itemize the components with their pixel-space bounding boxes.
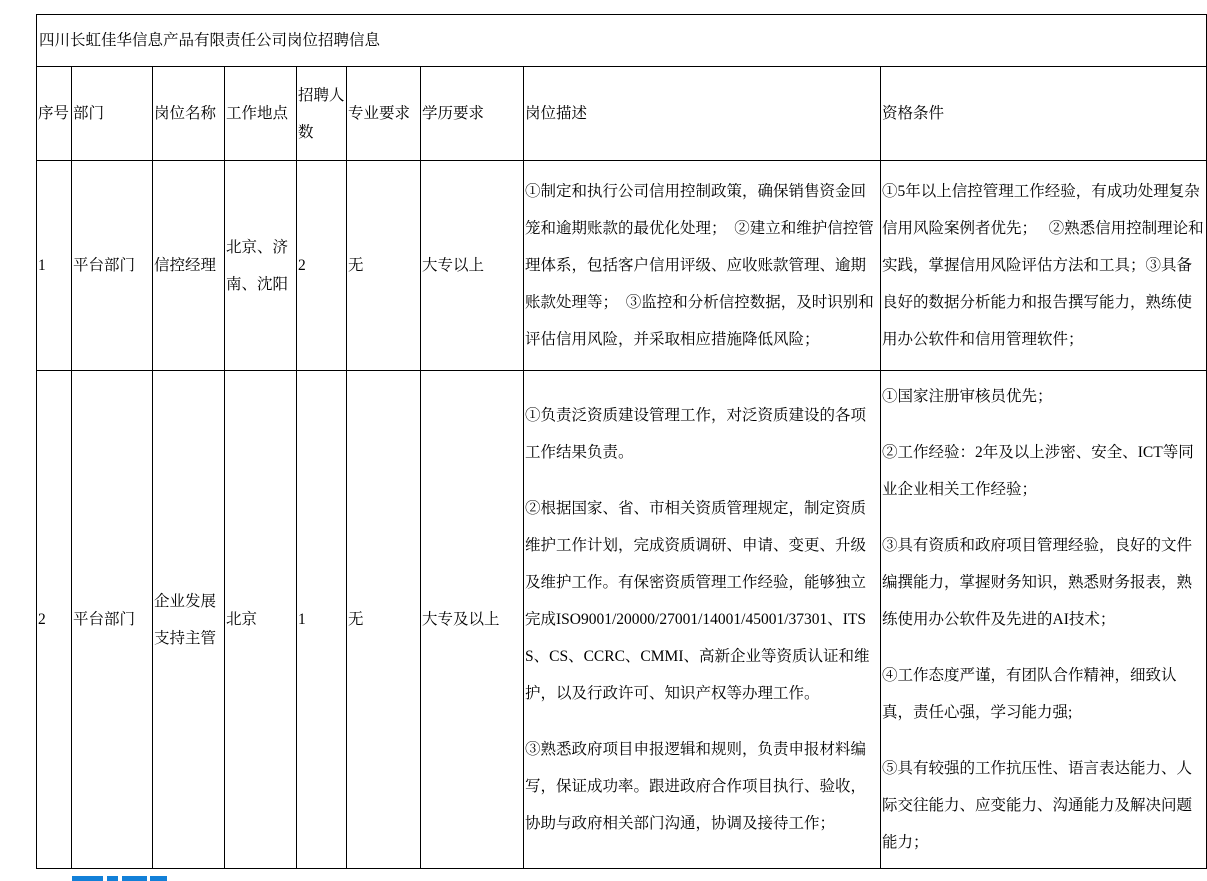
cell-position: 信控经理 — [153, 161, 225, 371]
cut-off-button-fragment[interactable] — [150, 876, 167, 881]
col-header-headcount: 招聘人数 — [297, 67, 347, 161]
cut-off-button-fragment[interactable] — [122, 876, 147, 881]
qualification-paragraph: ①5年以上信控管理工作经验，有成功处理复杂信用风险案例者优先； ②熟悉信用控制理论和实践，掌握信用风险评估方法和工具；③具备良好的数据分析能力和报告撰写能力，熟练使用办公软件和信用管理软件； — [882, 183, 1204, 348]
qualification-paragraph: ①国家注册审核员优先； — [882, 388, 1053, 405]
table-row — [37, 371, 1207, 869]
description-paragraph: ①制定和执行公司信用控制政策，确保销售资金回笼和逾期账款的最优化处理； ②建立和维护信控管理体系，包括客户信用评级、应收账款管理、逾期账款处理等； ③监控和分析信控数据，及时识别和评估信用风险，并采取相应措施降低风险； — [525, 183, 874, 348]
cell-major: 无 — [347, 161, 421, 371]
cell-headcount: 2 — [297, 161, 347, 371]
recruitment-table — [36, 14, 1207, 869]
cell-location: 北京、济南、沈阳 — [225, 161, 297, 371]
col-header-description: 岗位描述 — [524, 67, 881, 161]
col-header-department: 部门 — [72, 67, 153, 161]
cell-department: 平台部门 — [72, 161, 153, 371]
cell-department: 平台部门 — [72, 371, 153, 869]
col-header-major: 专业要求 — [347, 67, 421, 161]
cut-off-button-fragment[interactable] — [107, 876, 118, 881]
cell-description — [524, 371, 881, 869]
description-paragraph: ①负责泛资质建设管理工作，对泛资质建设的各项工作结果负责。 — [525, 407, 867, 461]
cell-index: 2 — [37, 371, 72, 869]
cell-qualification — [881, 371, 1207, 869]
cell-index: 1 — [37, 161, 72, 371]
qualification-paragraph: ④工作态度严谨，有团队合作精神，细致认真，责任心强，学习能力强; — [882, 667, 1177, 721]
description-paragraph: ③熟悉政府项目申报逻辑和规则，负责申报材料编写，保证成功率。跟进政府合作项目执行、验收，协助与政府相关部门沟通，协调及接待工作； — [525, 741, 867, 832]
table-title: 四川长虹佳华信息产品有限责任公司岗位招聘信息 — [37, 15, 1207, 67]
cell-major: 无 — [347, 371, 421, 869]
cell-education: 大专以上 — [421, 161, 524, 371]
cell-location: 北京 — [225, 371, 297, 869]
cut-off-button-fragment[interactable] — [72, 876, 103, 881]
cell-qualification — [881, 161, 1207, 371]
table-row — [37, 161, 1207, 371]
col-header-index: 序号 — [37, 67, 72, 161]
col-header-position: 岗位名称 — [153, 67, 225, 161]
cell-education: 大专及以上 — [421, 371, 524, 869]
cell-headcount: 1 — [297, 371, 347, 869]
cell-description — [524, 161, 881, 371]
qualification-paragraph: ⑤具有较强的工作抗压性、语言表达能力、人际交往能力、应变能力、沟通能力及解决问题能力； — [882, 760, 1193, 851]
col-header-location: 工作地点 — [225, 67, 297, 161]
col-header-education: 学历要求 — [421, 67, 524, 161]
description-paragraph: ②根据国家、省、市相关资质管理规定，制定资质维护工作计划，完成资质调研、申请、变更、升级及维护工作。有保密资质管理工作经验，能够独立完成ISO9001/20000/27001/14001/45001/37301、ITSS、CS、CCRC、CMMI、高新企业等资质认证和维护，以及行政许可、知识产权等办理工作。 — [525, 500, 870, 702]
qualification-paragraph: ③具有资质和政府项目管理经验，良好的文件编撰能力，掌握财务知识，熟悉财务报表，熟练使用办公软件及先进的AI技术； — [882, 537, 1193, 628]
cell-position: 企业发展支持主管 — [153, 371, 225, 869]
qualification-paragraph: ②工作经验：2年及以上涉密、安全、ICT等同业企业相关工作经验； — [882, 444, 1194, 498]
col-header-qualification: 资格条件 — [881, 67, 1207, 161]
